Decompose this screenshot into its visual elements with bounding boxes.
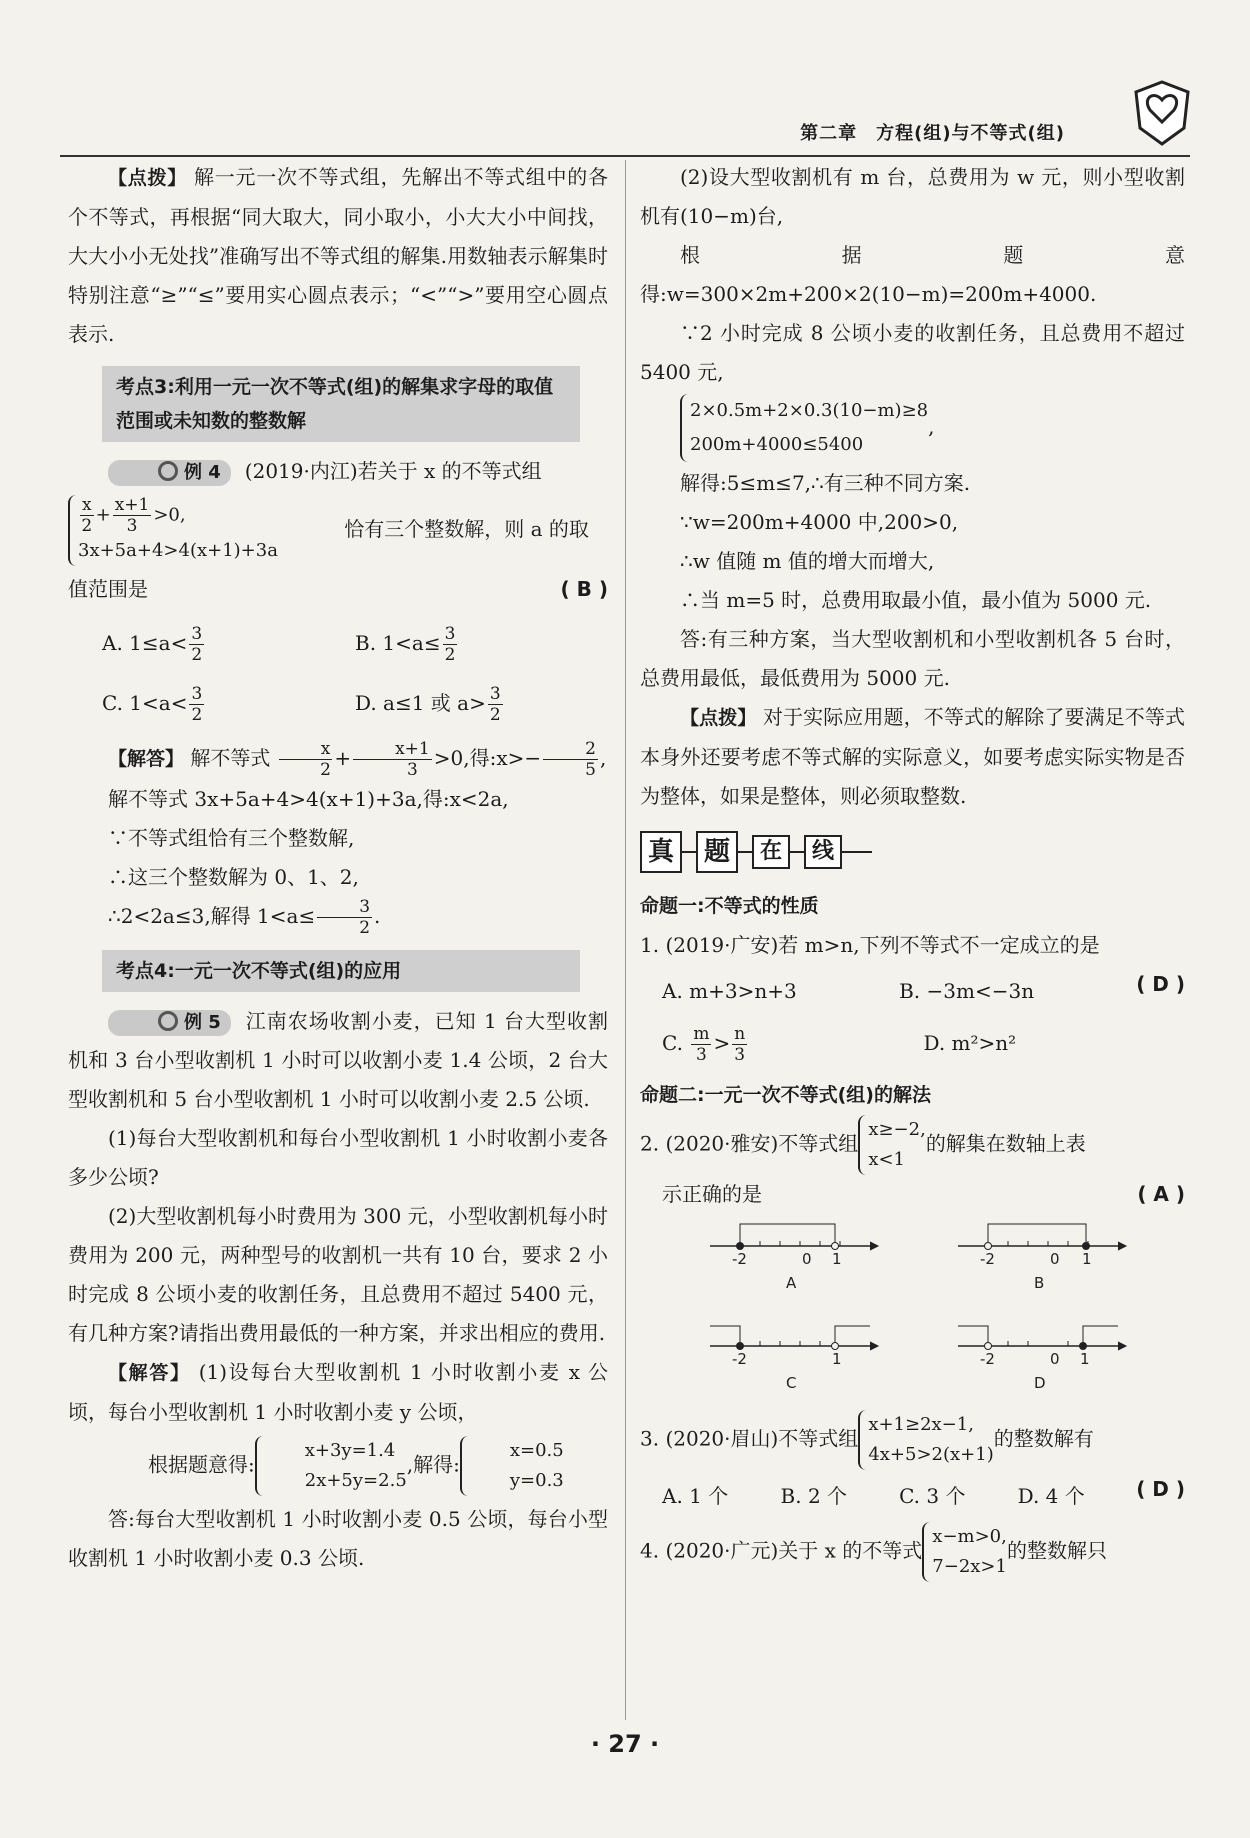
svg-text:-2: -2 (732, 1250, 747, 1268)
svg-text:1: 1 (1080, 1350, 1090, 1368)
chapter-title: 第二章 方程(组)与不等式(组) (800, 123, 1065, 144)
solution-5-answer: 答:每台大型收割机 1 小时收割小麦 0.5 公顷，每台小型收割机 1 小时收割小麦 0.3 公顷. (68, 1507, 608, 1570)
key-point-4: 考点4:一元一次不等式(组)的应用 (102, 950, 580, 992)
example-4-answer: ( B ) (560, 577, 608, 601)
option-b: B. 1<a≤ $\frac{3}{2}$ (355, 624, 456, 665)
page-header (60, 105, 1190, 157)
inequality-system: $\frac{x}{2}$ + $\frac{x+1}{3}$ >0, 3x+5a+4>4(x+1)+3a (68, 495, 278, 566)
example-5-p2: (1)每台大型收割机和每台小型收割机 1 小时收割小麦各多少公顷? (68, 1126, 608, 1189)
topic-1-title: 命题一:不等式的性质 (640, 895, 819, 917)
svg-text:-2: -2 (980, 1350, 995, 1368)
solution-4-line-3: ∵不等式组恰有三个整数解, (108, 826, 355, 850)
q3-option-a: A. 1 个 (662, 1484, 729, 1508)
solution-5-system: 根据题意得: x+3y=1.4 2x+5y=2.5 ,解得: x=0.5 y=0.3 (68, 1436, 608, 1496)
tip-paragraph (68, 158, 608, 354)
right-line-5: ∵w=200m+4000 中,200>0, (680, 510, 959, 534)
label-a: A (786, 1274, 797, 1292)
example-4-after: 恰有三个整数解，则 a 的取 (344, 517, 589, 541)
right-system: 2×0.5m+2×0.3(10−m)≥8 200m+4000≤5400 , (640, 394, 1185, 462)
example-4-text: (2019·内江)若关于 x 的不等式组 (244, 459, 542, 483)
right-line-6: ∴w 值随 m 值的增大而增大, (680, 549, 935, 573)
svg-text:1: 1 (832, 1250, 842, 1268)
label-b: B (1034, 1274, 1045, 1292)
q3-option-b: B. 2 个 (780, 1484, 848, 1508)
option-c: C. 1<a< $\frac{3}{2}$ (102, 684, 203, 725)
question-1: 1. (2019·广安)若 m>n,下列不等式不一定成立的是 (640, 933, 1100, 957)
question-2-cont: 示正确的是 ( A ) (662, 1182, 1185, 1206)
svg-text:-2: -2 (732, 1350, 747, 1368)
question-1-options-ab (640, 965, 1136, 1017)
solution-4-line-4: ∴这三个整数解为 0、1、2, (108, 865, 359, 889)
option-a: A. 1≤a< $\frac{3}{2}$ (102, 624, 203, 665)
question-3-options (640, 1470, 1136, 1522)
q3-option-d: D. 4 个 (1017, 1484, 1085, 1508)
example-4-options-cd (68, 677, 608, 729)
solution-4-line-5: ∴2<2a≤3,解得 1<a≤ $\frac{3}{2}$ . (108, 897, 381, 938)
number-line-options (640, 1216, 1185, 1406)
section-banner: 真 题 在 线 (640, 826, 1185, 878)
svg-text:1: 1 (832, 1350, 842, 1368)
tip-2: 【点拨】 对于实际应用题，不等式的解除了要满足不等式本身外还要考虑不等式解的实际意义，如要考虑实际实物是否为整体，如果是整体，则必须取整数. (640, 705, 1185, 808)
label-c: C (786, 1374, 797, 1392)
number-line-a (710, 1224, 878, 1292)
right-line-2: 根据题意得:w=300×2m+200×2(10−m)=200m+4000. (640, 243, 1185, 306)
number-line-d (958, 1326, 1126, 1392)
q1-option-b: B. −3m<−3n (899, 979, 1035, 1003)
right-line-4: 解得:5≤m≤7,∴有三种不同方案. (680, 471, 971, 495)
page-number: · 27 · (590, 1730, 660, 1758)
example-4-system-row (68, 495, 608, 566)
example-5-p3: (2)大型收割机每小时费用为 300 元，小型收割机每小时费用为 200 元，两种型号的收割机一共有 10 台，要求 2 小时完成 8 公顷小麦的收割任务，且总费用不超过 5400 元，有几种方案?请指出费用最低的一种方案，并求出相应的费用. (68, 1204, 608, 1345)
solution-4-line-1: 【解答】 解不等式 $\frac{x}{2}$ + $\frac{x+1}{3}$ >0,得:x>− $\frac{2}{5}$ , (108, 739, 607, 780)
right-line-8: 答:有三种方案，当大型收割机和小型收割机各 5 台时，总费用最低，最低费用为 5000 元. (640, 627, 1185, 690)
solution-5-line-1: 【解答】 (1)设每台大型收割机 1 小时收割小麦 x 公顷，每台小型收割机 1 小时收割小麦 y 公顷， (68, 1360, 609, 1424)
right-line-7: ∴当 m=5 时，总费用取最小值，最小值为 5000 元. (680, 588, 1152, 612)
right-line-1: (2)设大型收割机有 m 台，总费用为 w 元，则小型收割机有(10−m)台, (640, 165, 1185, 228)
svg-text:0: 0 (1050, 1250, 1060, 1268)
svg-text:-2: -2 (980, 1250, 995, 1268)
question-4: 4. (2020·广元)关于 x 的不等式 x−m>0, 7−2x>1 的整数解只 (640, 1522, 1185, 1582)
q1-option-a: A. m+3>n+3 (662, 979, 797, 1003)
tip-tag: 【点拨】 (108, 167, 187, 189)
q1-option-c: C. $\frac{m}{3}$ > $\frac{n}{3}$ (662, 1024, 746, 1065)
svg-text:1: 1 (1082, 1250, 1092, 1268)
example-4-options-ab (68, 617, 608, 669)
topic-2-title: 命题二:一元一次不等式(组)的解法 (640, 1084, 931, 1106)
label-d: D (1034, 1374, 1046, 1392)
question-3: 3. (2020·眉山)不等式组 x+1≥2x−1, 4x+5>2(x+1) 的整数解有 (640, 1410, 1185, 1470)
left-column (68, 158, 608, 1578)
column-divider (625, 160, 626, 1720)
example-4-cont: 值范围是 ( B ) (68, 570, 608, 609)
key-point-3: 考点3:利用一元一次不等式(组)的解集求字母的取值范围或未知数的整数解 (102, 366, 580, 442)
example-5-p1: 例 5 江南农场收割小麦，已知 1 台大型收割机和 3 台小型收割机 1 小时可以收割小麦 1.4 公顷，2 台大型收割机和 5 台小型收割机 1 小时可以收割小麦 2.5 公顷. (68, 1009, 608, 1111)
solution-4-line-2: 解不等式 3x+5a+4>4(x+1)+3a,得:x<2a, (108, 787, 509, 811)
right-line-3: ∵2 小时完成 8 公顷小麦的收割任务，且总费用不超过 5400 元, (640, 321, 1185, 384)
q1-option-d: D. m²>n² (923, 1031, 1017, 1055)
question-2: 2. (2020·雅安)不等式组 x≥−2, x<1 的解集在数轴上表 (640, 1115, 1185, 1175)
number-line-b (958, 1224, 1126, 1292)
svg-text:0: 0 (802, 1250, 812, 1268)
example-5-badge: 例 5 (108, 1010, 231, 1036)
option-d: D. a≤1 或 a> $\frac{3}{2}$ (355, 684, 501, 725)
question-1-options-cd (640, 1017, 1185, 1069)
tip-text: 解一元一次不等式组，先解出不等式组中的各个不等式，再根据“同大取大，同小取小，小大大小中间找，大大小小无处找”准确写出不等式组的解集.用数轴表示解集时特别注意“≥”“≤”要用实心圆点表示；“<”“>”要用空心圆点表示. (68, 165, 608, 346)
example-4-intro (68, 452, 608, 491)
right-column: (2)设大型收割机有 m 台，总费用为 w 元，则小型收割机有(10−m)台, 根据题意得:w=300×2m+200×2(10−m)=200m+4000. ∵2 小时完成 8 公顷小麦的收割任务，且总费用不超过 5400 元, 2×0.5m+2×0.3(10−m)≥8 200m+4000≤5400 , 解得:5≤m≤7,∴有三种不同方案. ∵w=200m+4000 中,200>0, ∴w 值随 m 值的增大而增大, ∴当 m=5 时，总费用取最小值，最小值为 5000 元. 答:有三种方案，当大型收割机和小型收割机各 5 台时，总费用最低，最低费用为 5000 元. 【点拨】 对于实际应用题，不等式的解除了要满足不等式本身外还要考虑不等式解的实际意义，如要考虑实际实物是否为整体，如果是整体，则必须取整数. 真 题 在 线 命题一:不等式的性质 1. (2019·广安)若 m>n,下列不等式不一定成立的是 ( D ) A. m+3>n+3 B. −3m<−3n C. $\frac{m}{3}$ > $\frac{n}{3}$ D. m²>n² 命题二:一元一次不等式(组)的解法 2. (2020·雅安)不等式组 x≥−2, x<1 的解集在数轴上表 示正确的是 ( A ) -2 0 1 A -2 0 1 B -2 1 C -2 0 1 D 3. (2020·眉山)不等式组 x+1≥2x−1, 4x+5>2(x+1) 的整数解有 ( D ) A. 1 个 B. 2 个 C. 3 个 D. 4 个 4. (2020·广元)关于 x 的不等式 x−m>0, 7−2x>1 的整数解只 (640, 158, 1185, 1582)
example-4-badge: 例 4 (108, 460, 231, 486)
svg-text:0: 0 (1050, 1350, 1060, 1368)
number-line-c (710, 1326, 878, 1392)
q3-option-c: C. 3 个 (899, 1484, 966, 1508)
publisher-logo-icon (1130, 78, 1194, 148)
